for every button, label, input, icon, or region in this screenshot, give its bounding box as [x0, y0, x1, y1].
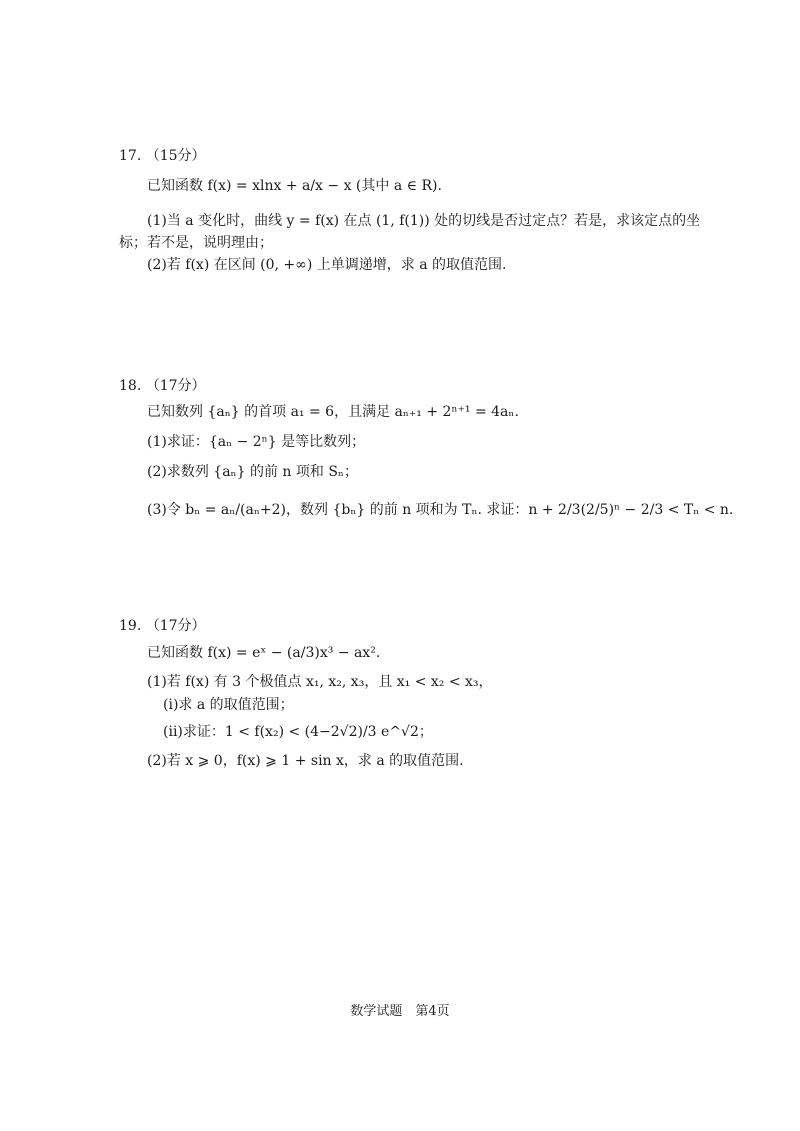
question-18-stem: 已知数列 {aₙ} 的首项 a₁ = 6，且满足 aₙ₊₁ + 2ⁿ⁺¹ = 4aₙ. — [147, 404, 519, 420]
question-17-part-1-continued: 标；若不是，说明理由； — [119, 235, 273, 251]
question-19-part-2: (2)若 x ⩾ 0，f(x) ⩾ 1 + sin x，求 a 的取值范围. — [147, 753, 464, 769]
question-18-heading: 18. （17分） — [119, 378, 206, 394]
question-19-heading: 19. （17分） — [119, 618, 206, 634]
question-17-stem: 已知函数 f(x) = xlnx + a/x − x (其中 a ∈ R). — [147, 178, 442, 194]
question-19-part-1-ii: (ⅱ)求证：1 < f(x₂) < (4−2√2)/3 e^√2； — [163, 724, 433, 740]
page-footer: 数学试题 第4页 — [350, 1004, 450, 1019]
question-18-part-1: (1)求证：{aₙ − 2ⁿ} 是等比数列； — [147, 434, 366, 450]
question-19-part-1-i: (ⅰ)求 a 的取值范围； — [163, 697, 294, 713]
question-19-stem: 已知函数 f(x) = eˣ − (a/3)x³ − ax². — [147, 645, 381, 661]
question-18-part-3: (3)令 bₙ = aₙ/(aₙ+2)，数列 {bₙ} 的前 n 项和为 Tₙ. 求证：n + 2/3(2/5)ⁿ − 2/3 < Tₙ < n. — [147, 502, 734, 518]
question-17-part-1: (1)当 a 变化时，曲线 y = f(x) 在点 (1, f(1)) 处的切线是否过定点？若是，求该定点的坐 — [147, 213, 701, 229]
question-17-part-2: (2)若 f(x) 在区间 (0, +∞) 上单调递增，求 a 的取值范围. — [147, 257, 507, 273]
question-19-part-1: (1)若 f(x) 有 3 个极值点 x₁, x₂, x₃，且 x₁ < x₂ < x₃， — [147, 674, 493, 690]
question-18-part-2: (2)求数列 {aₙ} 的前 n 项和 Sₙ； — [147, 464, 358, 480]
question-17-heading: 17. （15分） — [119, 148, 206, 164]
